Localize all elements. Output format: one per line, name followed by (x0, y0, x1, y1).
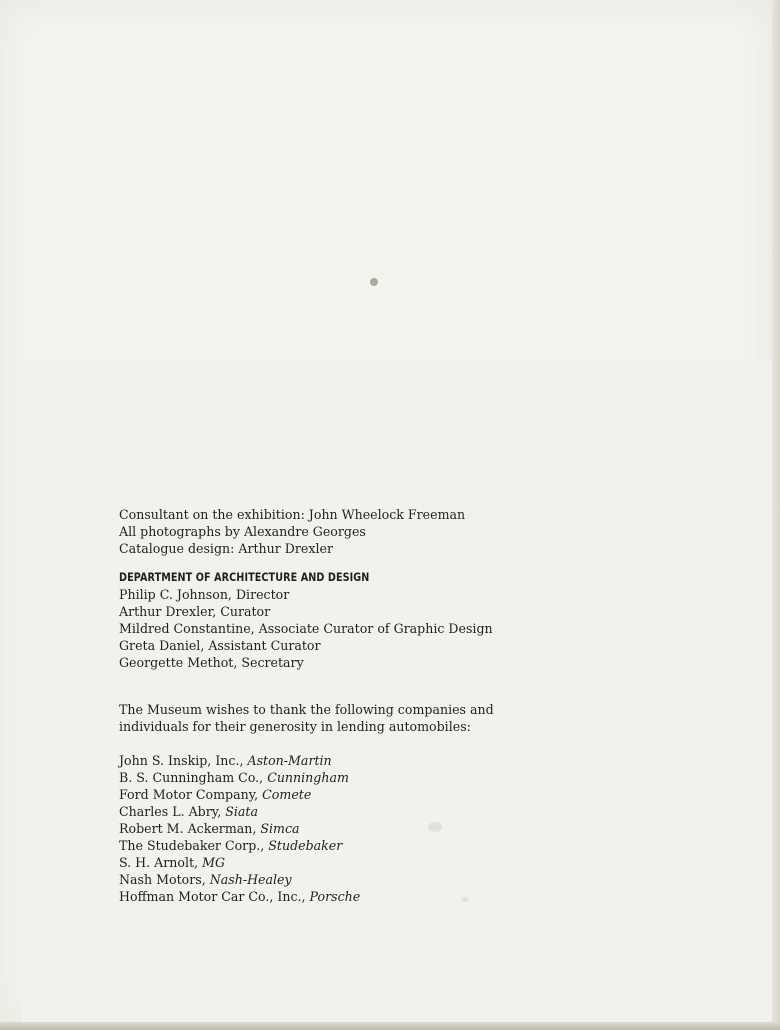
credits-block (119, 506, 639, 557)
lender-name: Nash Motors, (119, 872, 210, 887)
car-marque: Porsche (309, 889, 361, 904)
car-marque: Studebaker (268, 838, 343, 853)
acknowledgement-line: The Museum wishes to thank the following companies and (119, 702, 494, 717)
lender-name: Hoffman Motor Car Co., Inc., (119, 889, 310, 904)
lenders-list (119, 752, 639, 905)
lender-name: B. S. Cunningham Co., (119, 770, 268, 785)
car-marque: Aston-Martin (247, 753, 332, 768)
lender-entry (119, 803, 639, 820)
staff-member: Arthur Drexler, Curator (119, 604, 271, 619)
lender-entry (119, 820, 639, 837)
lender-name: Ford Motor Company, (119, 787, 263, 802)
page-edge-right (772, 0, 780, 1030)
lender-entry (119, 888, 639, 905)
car-marque: Cunningham (267, 770, 349, 785)
car-marque: Nash-Healey (209, 872, 292, 887)
page-edge-bottom (0, 1022, 780, 1030)
staff-member: Greta Daniel, Assistant Curator (119, 638, 321, 653)
lender-name: The Studebaker Corp., (119, 838, 269, 853)
department-heading: DEPARTMENT OF ARCHITECTURE AND DESIGN (119, 571, 370, 584)
staff-member: Philip C. Johnson, Director (119, 587, 290, 602)
lender-name: S. H. Arnolt, (119, 855, 203, 870)
car-marque: MG (202, 855, 226, 870)
acknowledgement-paragraph (119, 701, 639, 735)
car-marque: Siata (225, 804, 258, 819)
lender-entry (119, 837, 639, 854)
lender-entry (119, 871, 639, 888)
credit-photographs: All photographs by Alexandre Georges (119, 524, 366, 539)
colophon-text (119, 506, 639, 905)
credit-consultant: Consultant on the exhibition: John Wheelock Freeman (119, 507, 466, 522)
car-marque: Comete (262, 787, 312, 802)
lender-entry (119, 769, 639, 786)
car-marque: Simca (260, 821, 300, 836)
staff-member: Georgette Methot, Secretary (119, 655, 304, 670)
department-staff-list (119, 586, 639, 671)
punch-hole-mark (370, 278, 378, 286)
staff-member: Mildred Constantine, Associate Curator of Graphic Design (119, 621, 493, 636)
lender-name: Robert M. Ackerman, (119, 821, 261, 836)
lender-entry (119, 752, 639, 769)
lender-entry (119, 854, 639, 871)
lender-name: Charles L. Abry, (119, 804, 226, 819)
credit-catalogue-design: Catalogue design: Arthur Drexler (119, 541, 333, 556)
lender-entry (119, 786, 639, 803)
acknowledgement-line: individuals for their generosity in lending automobiles: (119, 719, 471, 734)
lender-name: John S. Inskip, Inc., (119, 753, 248, 768)
